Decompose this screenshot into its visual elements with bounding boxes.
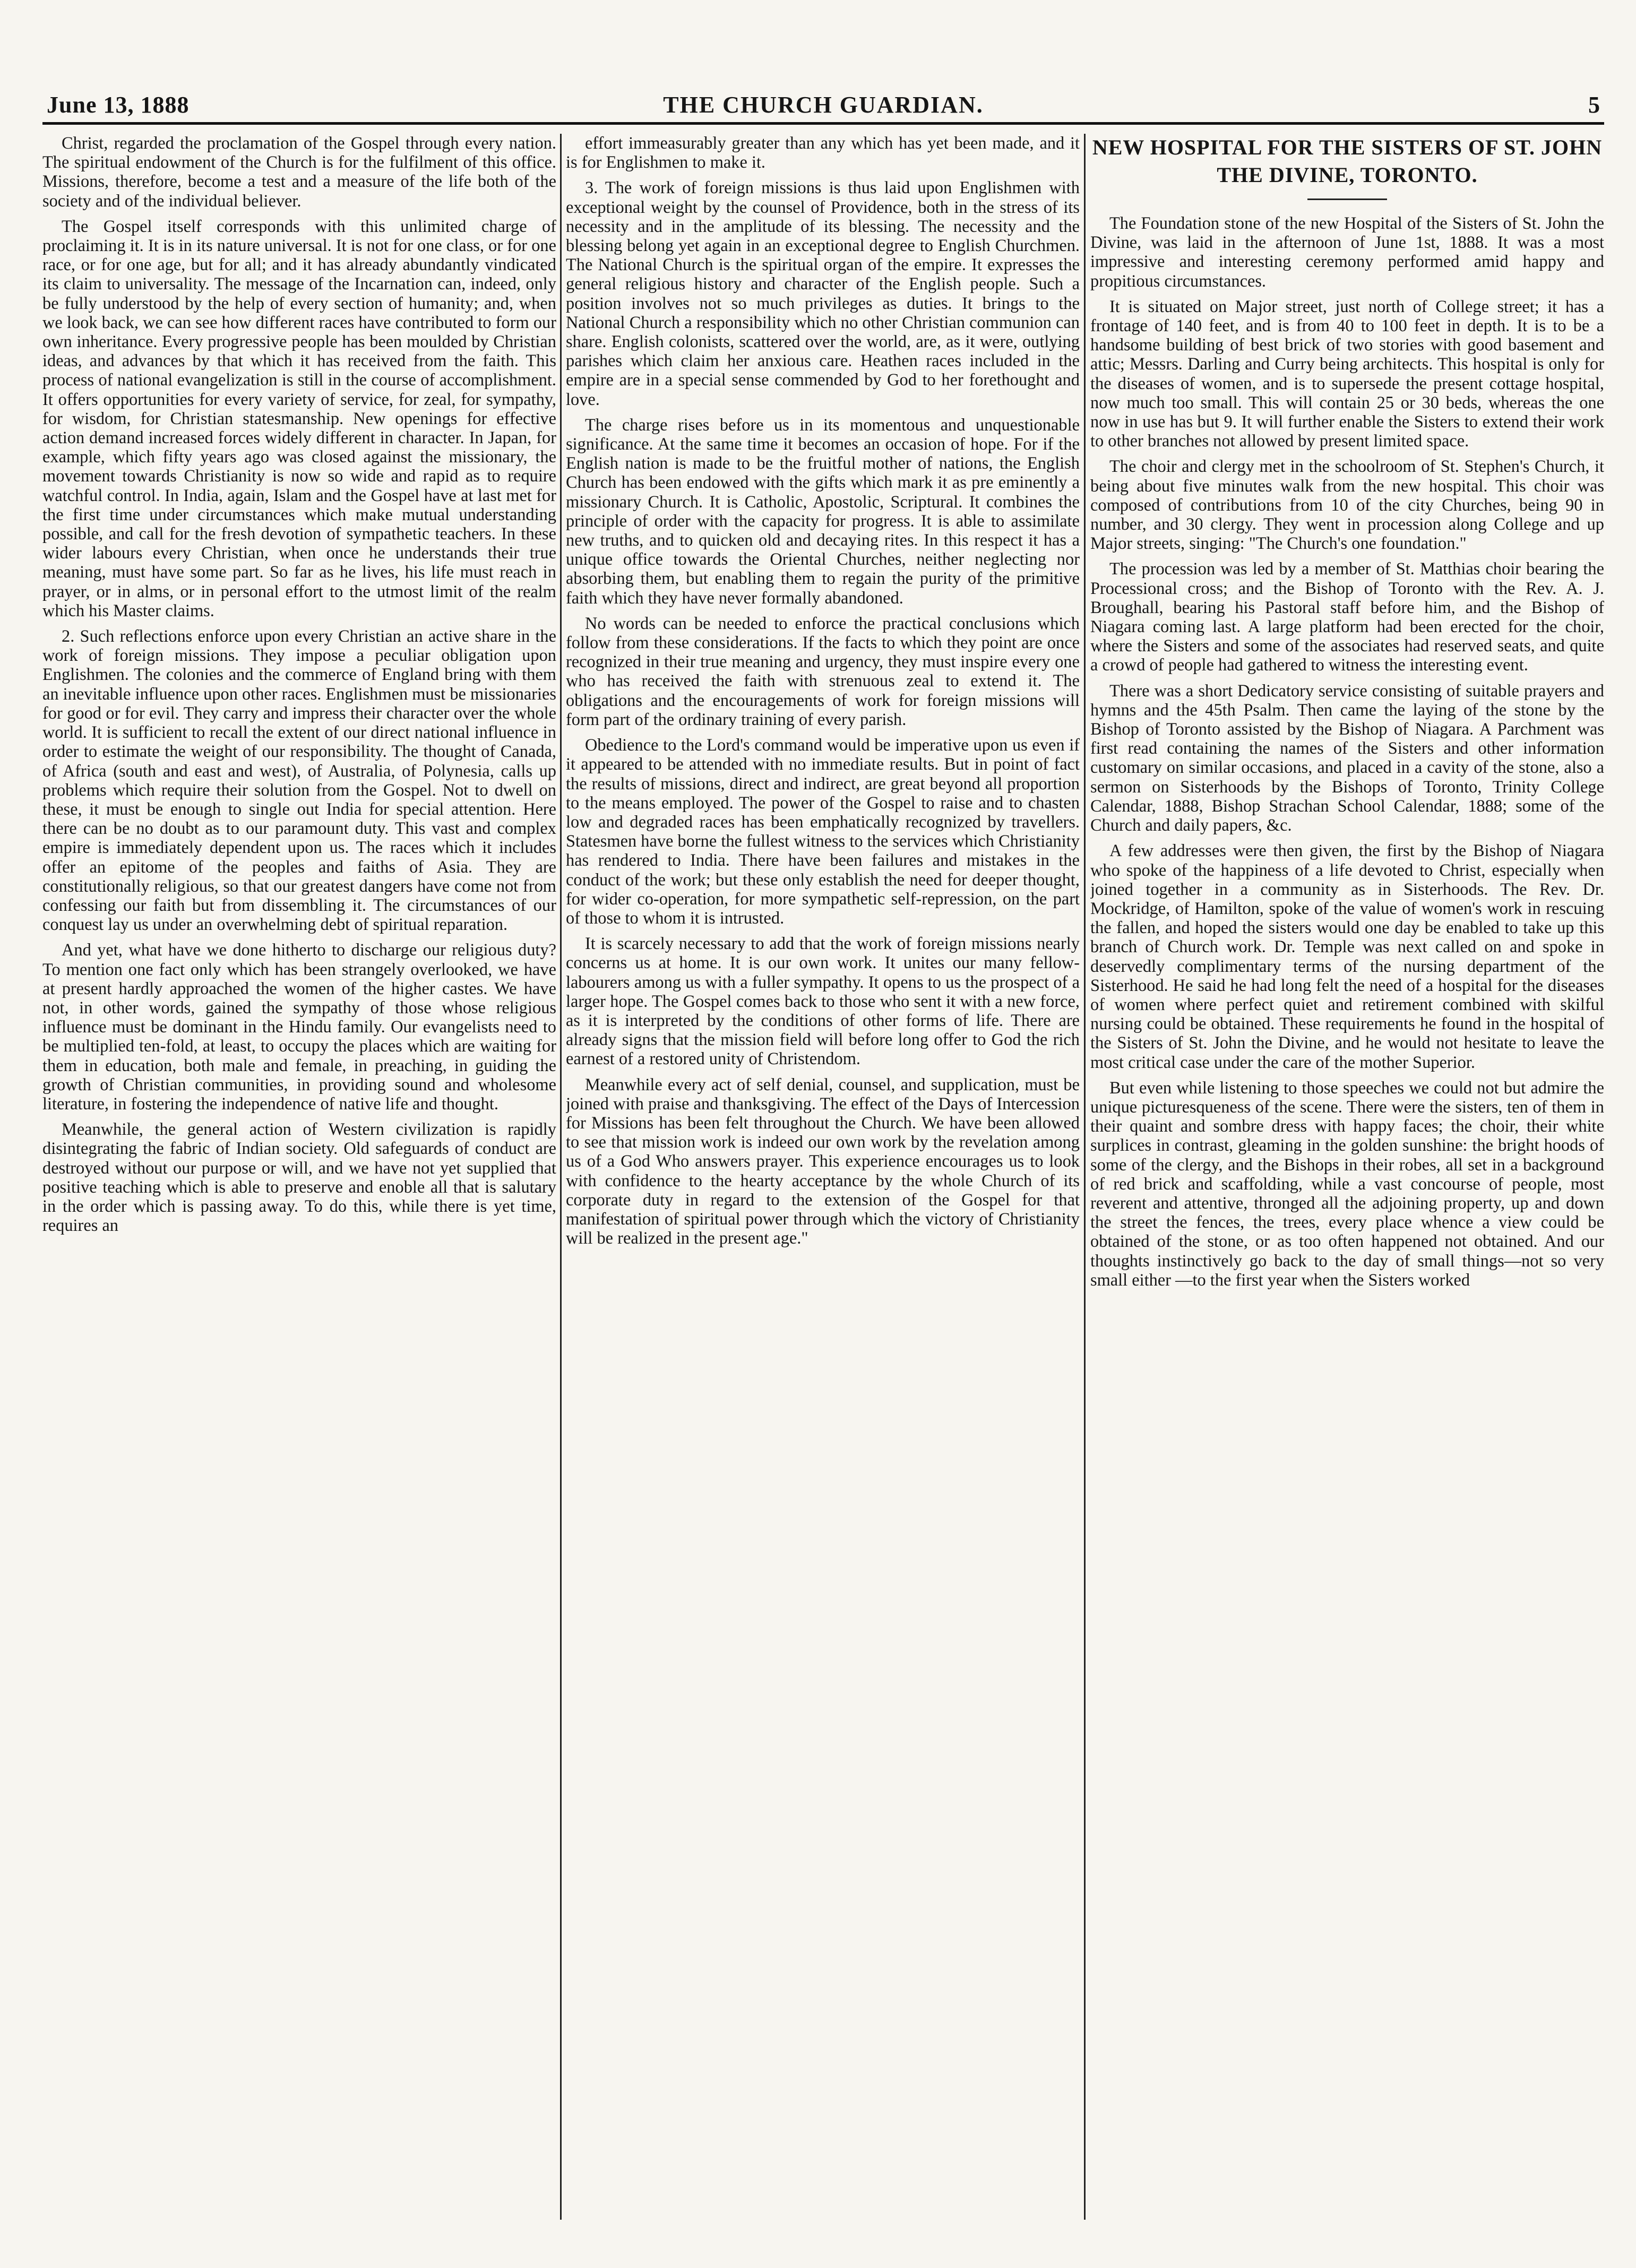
- paragraph: The Foundation stone of the new Hospital of the Sisters of St. John the Divine, was laid in the afternoon of June 1st, 1888. It was a most impressive and interesting ceremony performed amid happy and propitious circumstances.: [1090, 214, 1604, 291]
- page-number: 5: [1588, 92, 1600, 118]
- paragraph: There was a short Dedicatory service consisting of suitable prayers and hymns and the 45th Psalm. Then came the laying of the stone by the Bishop of Toronto assisted by the Bishop of Niagara. A Parchment was first read containing the names of the Sisters and other information customary on similar occasions, and placed in a cavity of the stone, also a sermon on Sisterhoods by the Bishops of Toronto, Trinity College Calendar, 1888, Bishop Strachan School Calendar, 1888; some of the Church and daily papers, &c.: [1090, 681, 1604, 835]
- paragraph: The procession was led by a member of St. Matthias choir bearing the Processional cross; and the Bishop of Toronto with the Rev. A. J. Broughall, bearing his Pastoral staff before him, and the Bishop of Niagara coming last. A large platform had been erected for the choir, where the Sisters and some of the associates had reserved seats, and quite a crowd of people had gathered to witness the interesting event.: [1090, 559, 1604, 675]
- paragraph: No words can be needed to enforce the practical conclusions which follow from these considerations. If the facts to which they point are once recognized in their true meaning and urgency, they must inspire every one who has received the faith with strenuous zeal to extend it. The obligations and the encouragements of work for foreign missions will form part of the ordinary training of every parish.: [566, 614, 1080, 729]
- column-left: [42, 134, 556, 2252]
- paragraph: The charge rises before us in its momentous and unquestionable significance. At the same time it becomes an occasion of hope. For if the English nation is made to be the fruitful mother of nations, the English Church has been endowed with the gifts which mark it as pre eminently a missionary Church. It is Catholic, Apostolic, Scriptural. It combines the principle of order with the capacity for progress. It is able to assimilate new truths, and to quicken old and decaying rites. In this respect it has a unique office towards the Oriental Churches, neither neglecting nor absorbing them, but enabling them to regain the purity of the primitive faith which they have never formally abandoned.: [566, 415, 1080, 608]
- paragraph: It is scarcely necessary to add that the work of foreign missions nearly concerns us at home. It is our own work. It unites our many fellow-labourers among us with a fuller sympathy. It opens to us the prospect of a larger hope. The Gospel comes back to those who sent it with a new force, as it is interpreted by the conditions of other forms of life. There are already signs that the mission field will before long offer to God the rich earnest of a restored unity of Christendom.: [566, 934, 1080, 1069]
- page-header: [42, 89, 1604, 125]
- column-middle: [566, 134, 1080, 2252]
- paragraph: 3. The work of foreign missions is thus laid upon Englishmen with exceptional weight by the counsel of Providence, both in the stress of its necessity and in the amplitude of its blessing. The necessity and the blessing belong yet again in an exceptional degree to English Churchmen. The National Church is the spiritual organ of the empire. It expresses the general religious history and character of the English people. Such a position involves not so much privileges as duties. It brings to the National Church a responsibility which no other Christian communion can share. English colonists, scattered over the world, are, as it were, outlying parishes which claim her anxious care. Heathen races included in the empire are in a special sense commended by God to her forethought and love.: [566, 178, 1080, 409]
- paragraph: It is situated on Major street, just north of College street; it has a frontage of 140 feet, and is from 40 to 100 feet in depth. It is to be a handsome building of best brick of two stories with good basement and attic; Messrs. Darling and Curry being architects. This hospital is only for the diseases of women, and is to supersede the present cottage hospital, now much too small. This will contain 25 or 30 beds, whereas the one now in use has but 9. It will further enable the Sisters to extend their work to other branches not allowed by present limited space.: [1090, 297, 1604, 451]
- paragraph: Christ, regarded the proclamation of the Gospel through every nation. The spiritual endowment of the Church is for the fulfilment of this office. Missions, therefore, become a test and a measure of the life both of the society and of the individual believer.: [42, 134, 556, 211]
- paragraph: effort immeasurably greater than any which has yet been made, and it is for Englishmen to make it.: [566, 134, 1080, 173]
- article-title: NEW HOSPITAL FOR THE SISTERS OF ST. JOHN THE DIVINE, TORONTO.: [1092, 135, 1603, 187]
- column-right: [1090, 134, 1604, 2252]
- paragraph: The choir and clergy met in the schoolroom of St. Stephen's Church, it being about five minutes walk from the new hospital. This choir was composed of contributions from 10 of the city Churches, being 90 in number, and 30 clergy. They went in procession along College and up Major streets, singing: "The Church's one foundation.": [1090, 457, 1604, 554]
- paragraph: 2. Such reflections enforce upon every Christian an active share in the work of foreign missions. They impose a peculiar obligation upon Englishmen. The colonies and the commerce of England bring with them an inevitable influence upon other races. Englishmen must be missionaries for good or for evil. They carry and impress their character over the whole world. It is sufficient to recall the extent of our direct national influence in order to estimate the weight of our responsibility. The thought of Canada, of Africa (south and east and west), of Australia, of Polynesia, calls up problems which require their solution from the Gospel. Not to dwell on these, it must be enough to single out India for special attention. Here there can be no doubt as to our paramount duty. This vast and complex empire is immediately dependent upon us. The races which it includes offer an epitome of the peoples and faiths of Asia. They are constitutionally religious, so that our greatest dangers have come not from confessing our faith but from dissembling it. The circumstances of our conquest lay us under an overwhelming debt of spiritual reparation.: [42, 627, 556, 935]
- title-divider: [1307, 199, 1387, 200]
- paragraph: The Gospel itself corresponds with this unlimited charge of proclaiming it. It is in its nature universal. It is not for one class, or for one race, or for one age, but for all; and it has already abundantly vindicated its claim to universality. The message of the Incarnation can, indeed, only be fully understood by the help of every section of humanity; and, when we look back, we can see how different races have contributed to form our own inheritance. Every progressive people has been moulded by Christian ideas, and advances by that which it has received from the faith. This process of national evangelization is still in the course of accomplishment. It offers opportunities for every variety of service, for zeal, for sympathy, for wisdom, for Christian statesmanship. New openings for effective action demand increased forces widely different in character. In Japan, for example, which fifty years ago was closed against the missionary, the movement towards Christianity is now so wide and rapid as to require watchful control. In India, again, Islam and the Gospel have at last met for the first time under circumstances which make mutual understanding possible, and call for the fresh devotion of sympathetic teachers. In these wider labours every Christian, when once he understands their true meaning, must have some part. So far as he lives, his life must reach in prayer, or in alms, or in personal effort to the utmost limit of the realm which his Master claims.: [42, 217, 556, 620]
- issue-date: June 13, 1888: [47, 92, 190, 118]
- paragraph: But even while listening to those speeches we could not but admire the unique picturesqueness of the scene. There were the sisters, ten of them in their quaint and sombre dress with happy faces; the choir, their white surplices in contrast, gleaming in the golden sunshine: the bright hoods of some of the clergy, and the Bishops in their robes, all set in a background of red brick and scaffolding, while a vast concourse of people, most reverent and attentive, thronged all the adjoining property, up and down the street the fences, the trees, every place whence a view could be obtained of the stone, or as too often happened not obtained. And our thoughts instinctively go back to the day of small things—not so very small either —to the first year when the Sisters worked: [1090, 1078, 1604, 1290]
- paragraph: Meanwhile, the general action of Western civilization is rapidly disintegrating the fabric of Indian society. Old safeguards of conduct are destroyed without our purpose or will, and we have not yet supplied that positive teaching which is able to preserve and enoble all that is salutary in the order which is passing away. To do this, while there is yet time, requires an: [42, 1120, 556, 1236]
- paragraph: Obedience to the Lord's command would be imperative upon us even if it appeared to be attended with no immediate results. But in point of fact the results of missions, direct and indirect, are great beyond all proportion to the means employed. The power of the Gospel to raise and to chasten low and degraded races has been emphatically recognized by travellers. Statesmen have borne the fullest witness to the services which Christianity has rendered to India. There have been failures and mistakes in the conduct of the work; but these only establish the need for deeper thought, for wider co-operation, for more sympathetic self-repression, on the part of those to whom it is intrusted.: [566, 736, 1080, 928]
- column-divider-2: [1084, 134, 1086, 2220]
- masthead-title: THE CHURCH GUARDIAN.: [663, 92, 984, 118]
- column-divider-1: [560, 134, 562, 2220]
- paragraph: Meanwhile every act of self denial, counsel, and supplication, must be joined with praise and thanksgiving. The effect of the Days of Intercession for Missions has been felt throughout the Church. We have been allowed to see that mission work is indeed our own work by the revelation among us of a God Who answers prayer. This experience encourages us to look with confidence to the hearty acceptance by the whole Church of its corporate duty in regard to the extension of the Gospel for that manifestation of spiritual power through which the victory of Christianity will be realized in the present age.": [566, 1075, 1080, 1248]
- paragraph: And yet, what have we done hitherto to discharge our religious duty? To mention one fact only which has been strangely overlooked, we have at present hardly approached the women of the higher castes. We have not, in other words, gained the sympathy of those whose religious influence must be dominant in the Hindu family. Our evangelists need to be multiplied ten-fold, at least, to occupy the places which are waiting for them in education, both male and female, in preaching, in guiding the growth of Christian communities, in providing sound and wholesome literature, in fostering the independence of native life and thought.: [42, 941, 556, 1114]
- paragraph: A few addresses were then given, the first by the Bishop of Niagara who spoke of the happiness of a life devoted to Christ, especially when joined together in a community as in Sisterhoods. The Rev. Dr. Mockridge, of Hamilton, spoke of the value of women's work in rescuing the fallen, and hoped the sisters would one day be enabled to take up this branch of Church work. Dr. Temple was next called on and spoke in deservedly complimentary terms of the nursing department of the Sisterhood. He said he had long felt the need of a hospital for the diseases of women where perfect quiet and retirement combined with skilful nursing could be obtained. These requirements he found in the hospital of the Sisters of St. John the Divine, and he would not hesitate to leave the most critical case under the care of the mother Superior.: [1090, 841, 1604, 1072]
